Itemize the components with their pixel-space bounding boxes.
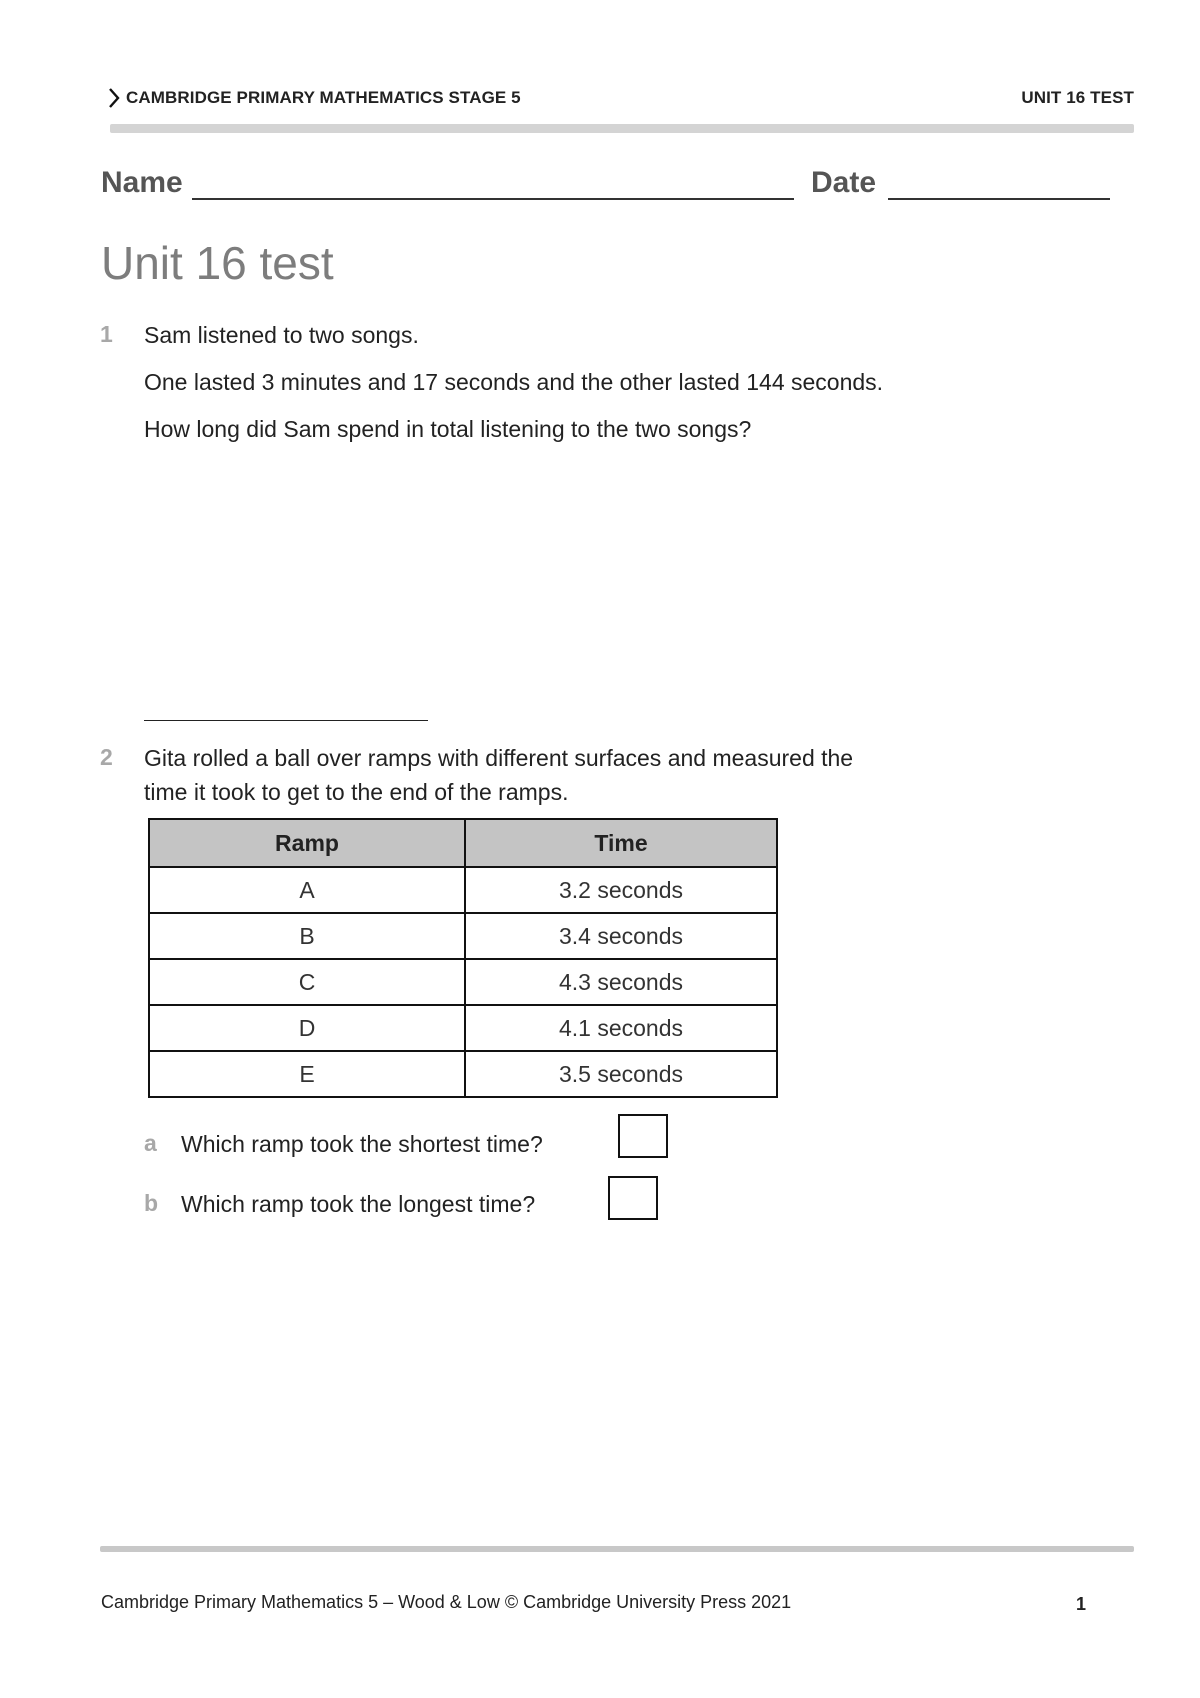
answer-box-longest[interactable] bbox=[608, 1176, 658, 1220]
question-number: 1 bbox=[100, 321, 113, 347]
test-label: UNIT 16 TEST bbox=[1021, 88, 1134, 107]
footer-credit: Cambridge Primary Mathematics 5 – Wood & Low © Cambridge University Press 2021 bbox=[101, 1592, 792, 1612]
time-cell: 3.5 seconds bbox=[465, 1051, 777, 1097]
footer-divider bbox=[100, 1546, 1134, 1552]
column-header-time: Time bbox=[465, 819, 777, 867]
part-label: b bbox=[144, 1190, 159, 1216]
ramp-cell: C bbox=[149, 959, 465, 1005]
answer-line[interactable] bbox=[144, 720, 428, 721]
answer-box-shortest[interactable] bbox=[618, 1114, 668, 1158]
question-number: 2 bbox=[100, 744, 113, 770]
date-field[interactable] bbox=[888, 198, 1110, 200]
ramp-cell: B bbox=[149, 913, 465, 959]
name-field[interactable] bbox=[192, 198, 794, 200]
date-label: Date bbox=[811, 166, 877, 199]
part-label: a bbox=[144, 1130, 157, 1156]
time-cell: 3.4 seconds bbox=[465, 913, 777, 959]
table-row bbox=[149, 1051, 777, 1097]
question-text: One lasted 3 minutes and 17 seconds and the other lasted 144 seconds. bbox=[144, 369, 884, 395]
question-text: time it took to get to the end of the ramps. bbox=[144, 779, 569, 805]
part-question-text: Which ramp took the shortest time? bbox=[181, 1131, 543, 1157]
time-cell: 3.2 seconds bbox=[465, 867, 777, 913]
time-cell: 4.3 seconds bbox=[465, 959, 777, 1005]
column-header-ramp: Ramp bbox=[149, 819, 465, 867]
ramp-cell: D bbox=[149, 1005, 465, 1051]
ramp-cell: A bbox=[149, 867, 465, 913]
question-text: Gita rolled a ball over ramps with different surfaces and measured the bbox=[144, 745, 854, 771]
part-question-text: Which ramp took the longest time? bbox=[181, 1191, 536, 1217]
table-row bbox=[149, 959, 777, 1005]
question-text: Sam listened to two songs. bbox=[144, 322, 419, 348]
ramp-times-table bbox=[148, 818, 778, 1098]
series-title: CAMBRIDGE PRIMARY MATHEMATICS STAGE 5 bbox=[126, 88, 521, 107]
table-row bbox=[149, 913, 777, 959]
time-cell: 4.1 seconds bbox=[465, 1005, 777, 1051]
question-text: How long did Sam spend in total listening to the two songs? bbox=[144, 416, 752, 442]
header-divider bbox=[110, 124, 1134, 133]
table-row bbox=[149, 1005, 777, 1051]
page-title: Unit 16 test bbox=[101, 237, 334, 289]
table-header-row bbox=[149, 819, 777, 867]
page-header bbox=[104, 84, 1134, 114]
table-row bbox=[149, 867, 777, 913]
name-label: Name bbox=[101, 166, 183, 199]
ramp-cell: E bbox=[149, 1051, 465, 1097]
chevron-right-icon bbox=[107, 87, 121, 109]
page-number: 1 bbox=[1076, 1594, 1087, 1614]
